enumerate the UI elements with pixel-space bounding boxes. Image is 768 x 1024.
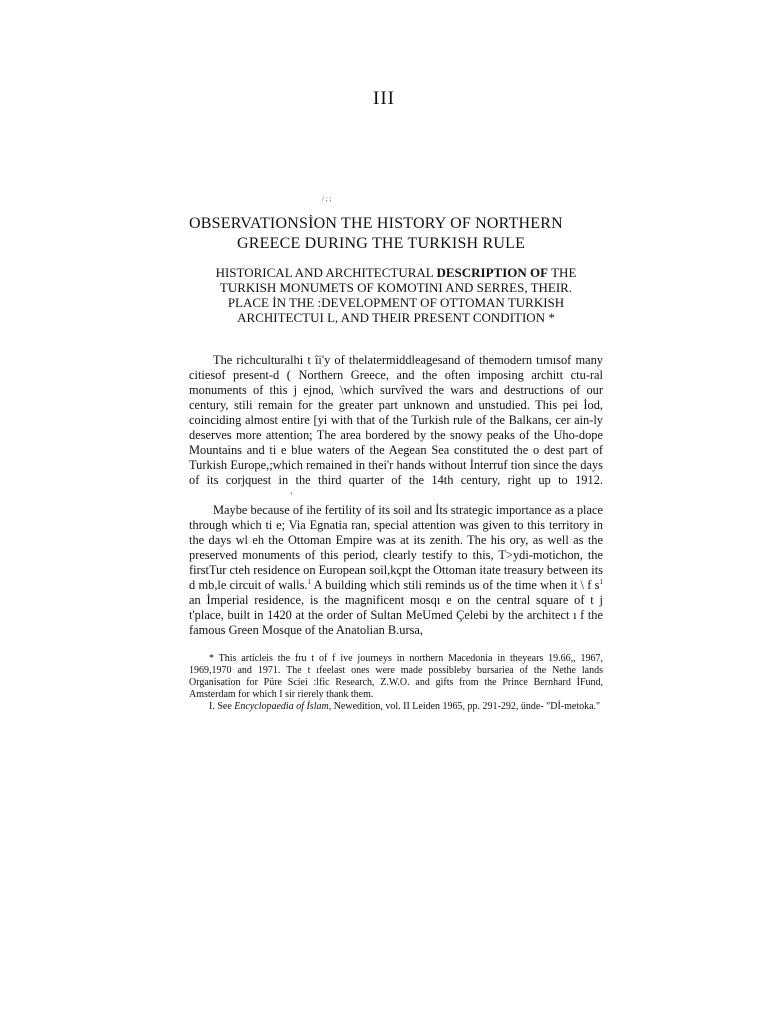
- title-line-2: GREECE DURING THE TURKISH RULE: [237, 235, 526, 252]
- paragraph-2-text-b: A building which stili reminds us of the time when it \ f s: [311, 578, 600, 592]
- stray-mark: / ; ;: [322, 195, 332, 203]
- body-text: [189, 353, 603, 638]
- footnote-star: * This articleis the fru t of f ive journeys in northern Macedonia in theyears 19.66,, 1967, 1969,1970 and 1971. The t ıfeelast ones were made possibleby bursariea of the Nethe lands Organisation for Püre Sciei :lfic Research, Z.W.O. and gifts from the Prince Bernhard İFund, Amsterdam for which I sir rierely thank them.: [189, 653, 603, 700]
- subtitle-line-1: [196, 265, 596, 280]
- paragraph-2: [189, 503, 603, 638]
- footnote-1-italic: Encyclopaedia of İslam,: [234, 701, 332, 712]
- subtitle-line-3: PLACE İN THE :DEVELOPMENT OF OTTOMAN TURKISH: [227, 295, 565, 310]
- footnote-1-post: Newedition, vol. II Leiden 1965, pp. 291-292, ünde- "Dİ-metoka.": [331, 701, 601, 712]
- paragraph-1: [189, 353, 603, 503]
- paragraph-1-tick: ': [291, 491, 293, 500]
- footnote-1-pre: I. See: [209, 701, 235, 712]
- paragraph-2-text-a: Maybe because of ihe fertility of its soil and İts strategic importance as a place through which ti e; Via Egnatia ran, special attention was given to this territory in the days wl eh the Ottoman Empire was at its zenith. The his ory, as well as the preserved monuments of this period, clearly testify to this, T>ydi-motichon, the firstTur cteh residence on European soil,kçpt the Ottoman itate treasury between its d mb,le circuit of walls.: [189, 503, 603, 592]
- footnote-ref-1: 1: [307, 577, 311, 586]
- article-subtitle: [196, 265, 596, 325]
- footnote-1: [189, 701, 603, 713]
- paragraph-2-text-c: an İmperial residence, is the magnificent mosqı e on the central square of t j t'place, built in 1420 at the order of Sultan MeUmed Çelebi by the architect ı f the famous Green Mosque of the Anatolian B.ursa,: [189, 593, 603, 637]
- paragraph-1-text: The richculturalhi t îi'y of thelatermiddleagesand of themodern tımısof many citiesof present-d ( Northern Greece, and the often imposing architt ctu-ral monuments of this j ejnod, \which survîved the wars and destructions of our century, stili remain for the greater part unknown and unstudied. This pei İod, coinciding almost entire [yi with that of the Turkish rule of the Balkans, cer ain-ly deserves more attention; The area bordered by the snowy peaks of the Uho-dope Mountains and ti e blue waters of the Aegean Sea constituted the o dest part of Turkish Europe,;which remained in thei'r hands without İnterruf tion since the days of its corjquest in the third quarter of the 14th century, right up to 1912.: [189, 353, 603, 487]
- footnote-ref-2: 1: [599, 577, 603, 586]
- subtitle-line-1-pre: HISTORICAL AND ARCHITECTURAL: [215, 265, 437, 280]
- subtitle-line-1-bold: DESCRIPTION OF: [436, 265, 549, 280]
- subtitle-line-4: ARCHITECTUI L, AND THEIR PRESENT CONDITION *: [237, 310, 555, 325]
- subtitle-line-2: TURKISH MONUMETS OF KOMOTINI AND SERRES, THEIR.: [219, 280, 573, 295]
- subtitle-line-1-post: THE: [548, 265, 577, 280]
- title-line-1: OBSERVATIONSİON THE HISTORY OF NORTHERN: [189, 215, 563, 232]
- footnotes: [189, 653, 603, 713]
- article-title: [189, 214, 609, 254]
- page-number: III: [373, 88, 395, 109]
